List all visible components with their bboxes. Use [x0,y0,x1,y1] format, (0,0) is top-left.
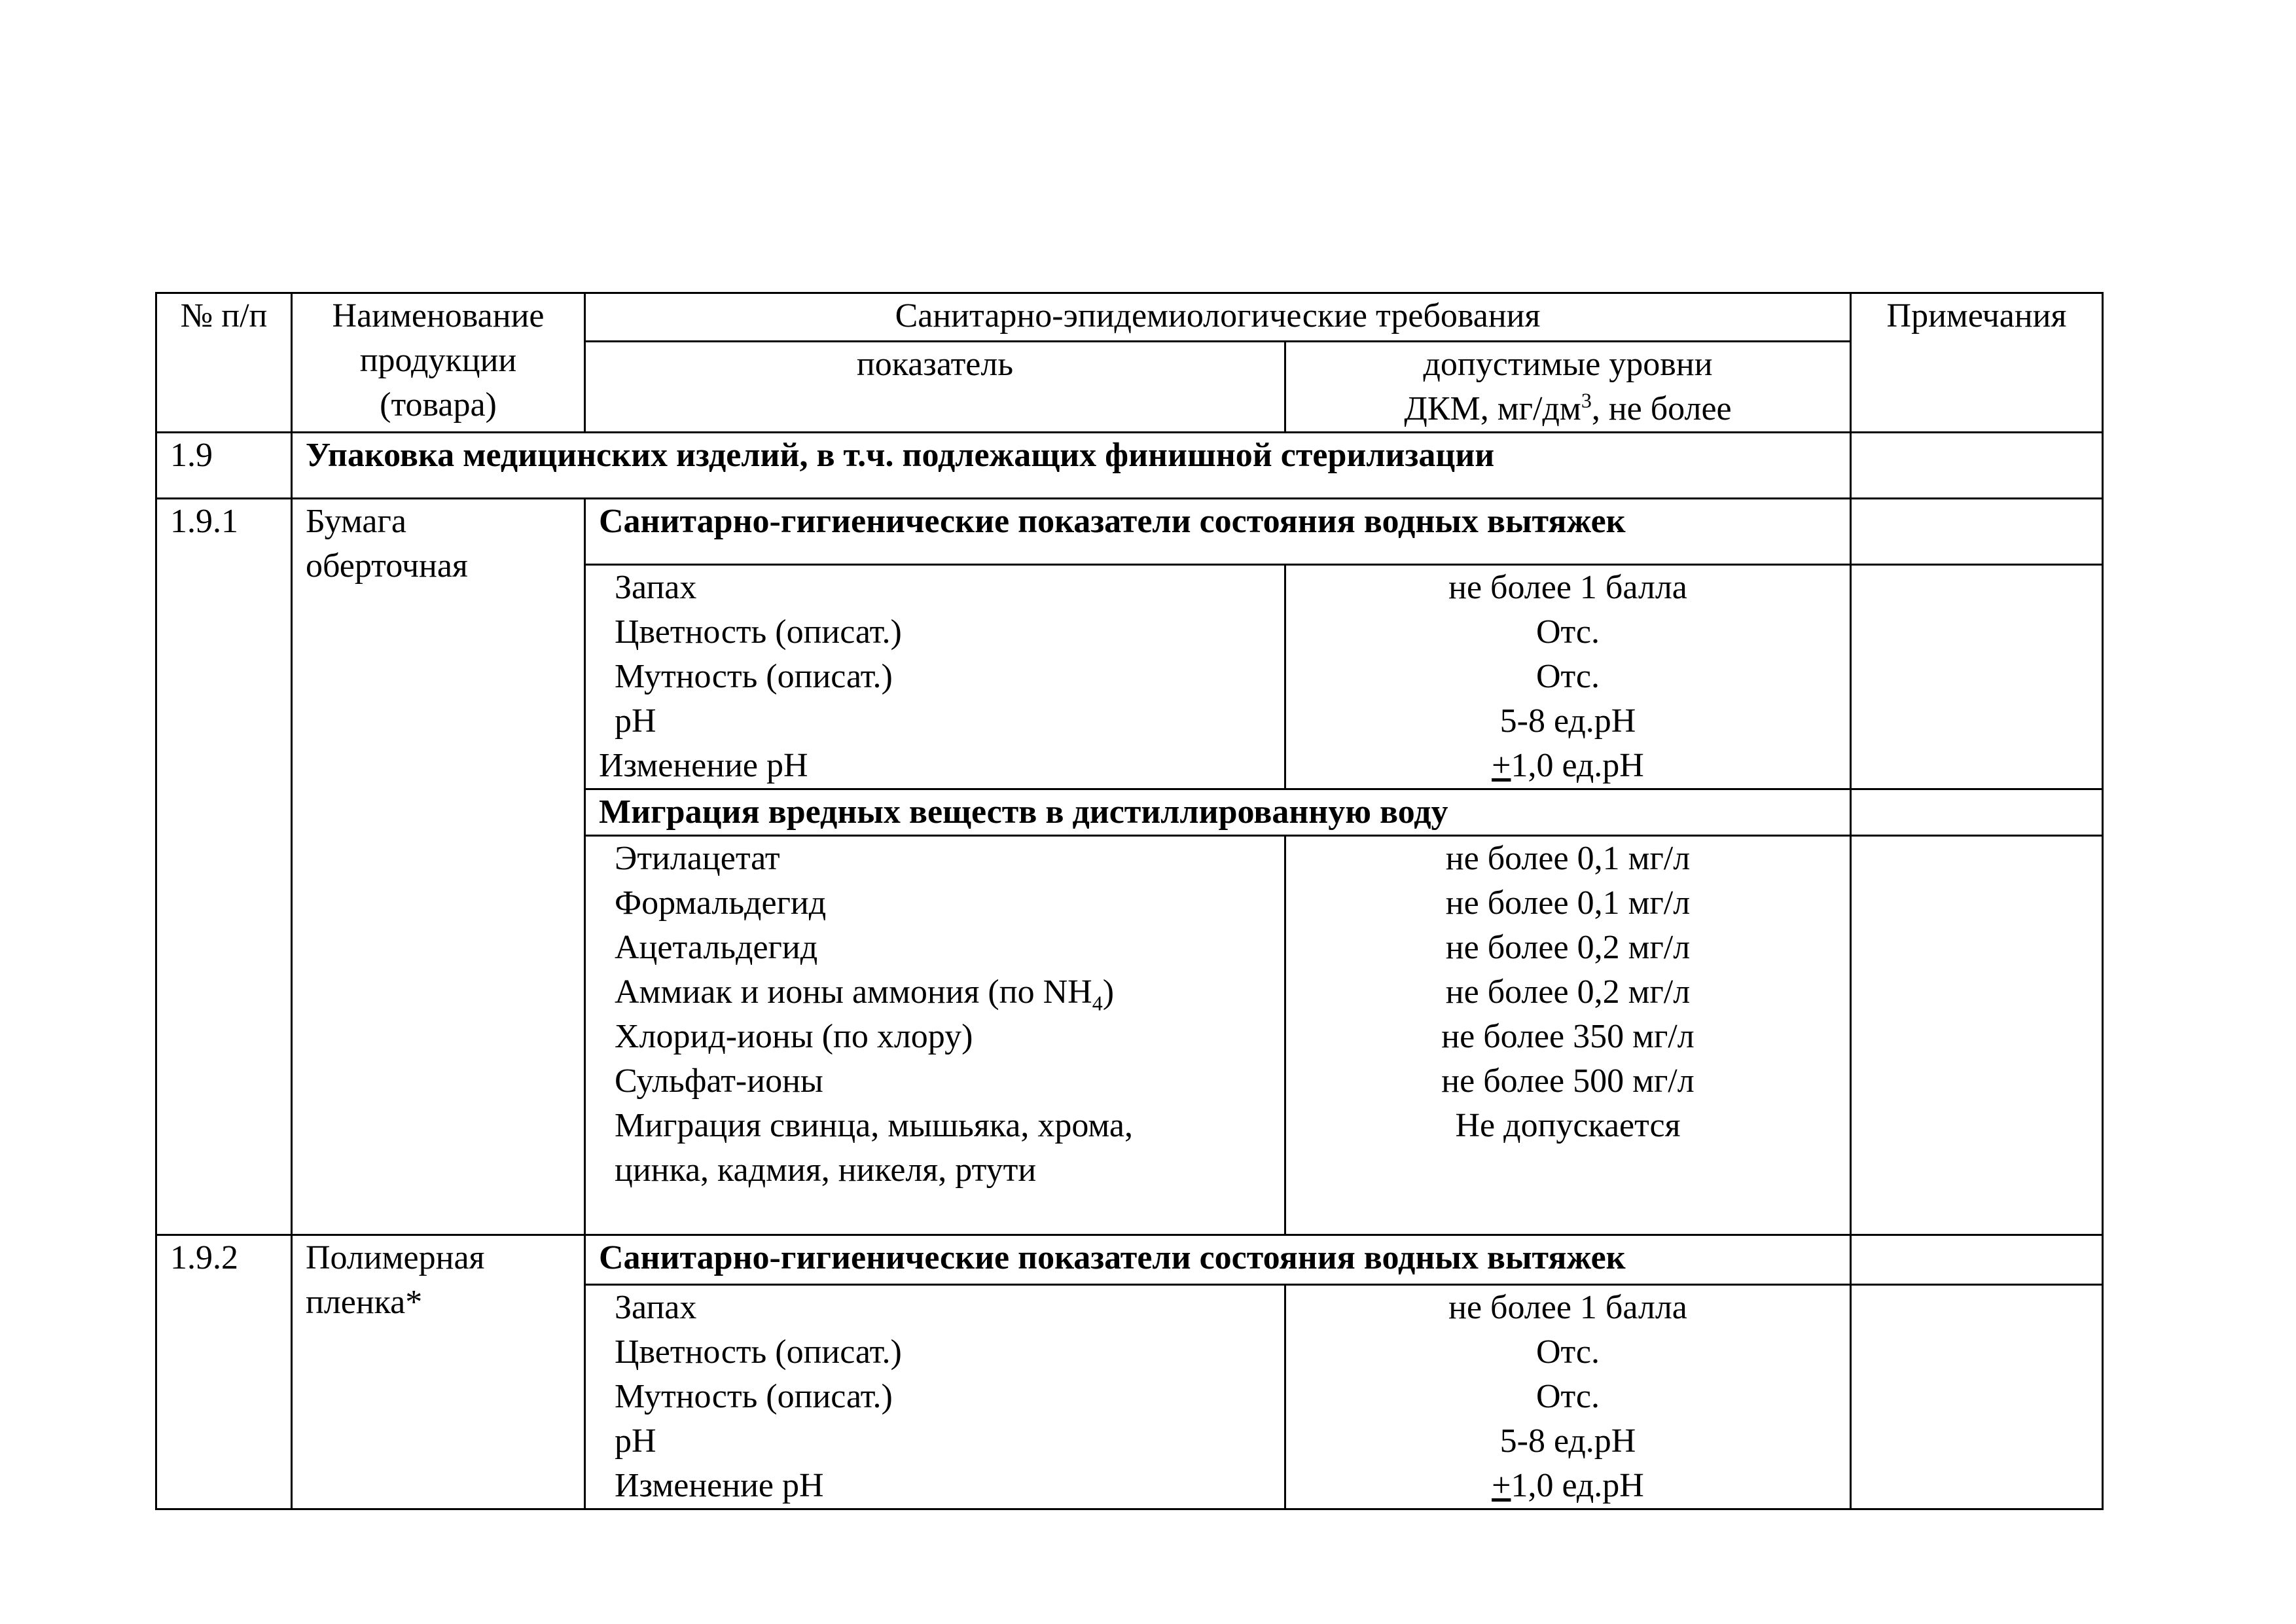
item1-group1-header-row [156,499,2103,565]
item2-group1-notes [1851,1235,2103,1285]
param2-ph-change: Изменение pH [615,1467,824,1504]
item1-group2-title: Миграция вредных веществ в дистиллированную воду [585,789,1851,836]
item1-group1-params [585,565,1285,789]
item1-group1-notes [1851,499,2103,565]
col-header-num: № п/п [156,293,292,433]
param-ammonia-suffix: ) [1102,973,1115,1011]
param-ph-change: Изменение pH [599,747,808,784]
param-chloride: Хлорид-ионы (по хлору) [615,1018,973,1055]
item1-group1-notes-body [1851,565,2103,789]
item2-group1-values [1285,1285,1851,1509]
param-sulfate: Сульфат-ионы [615,1062,823,1100]
param-formaldehyde: Формальдегид [615,884,827,922]
section-num: 1.9 [156,433,292,499]
value-ammonia: не более 0,2 мг/л [1445,973,1691,1011]
item2-group1-header-row [156,1235,2103,1285]
param2-odor: Запах [615,1289,697,1326]
item1-name: Бумага оберточная [292,499,585,1235]
plus-minus-sign: + [1492,747,1511,784]
param-metals-line2: цинка, кадмия, никеля, ртути [615,1151,1037,1189]
item1-group2-values [1285,836,1851,1235]
col-header-indicator: показатель [585,342,1285,433]
col-header-levels [1285,342,1851,433]
param2-ph: pH [615,1422,656,1460]
param-metals-line1: Миграция свинца, мышьяка, хрома, [615,1107,1133,1144]
param-ph: pH [615,702,656,740]
item1-num: 1.9.1 [156,499,292,1235]
value-sulfate: не более 500 мг/л [1441,1062,1695,1100]
param-odor: Запах [615,569,697,606]
value-ph: 5-8 ед.pH [1499,702,1636,740]
section-title: Упаковка медицинских изделий, в т.ч. подлежащих финишной стерилизации [292,433,1851,499]
param-ammonia [599,970,1271,1015]
item2-group1-title: Санитарно-гигиенические показатели состояния водных вытяжек [585,1235,1851,1285]
value-ethyl-acetate: не более 0,1 мг/л [1445,840,1691,877]
value2-turbidity: Отс. [1536,1378,1600,1415]
levels-line2 [1299,387,1837,431]
plus-minus-sign: + [1492,1467,1511,1504]
levels-prefix: ДКМ, мг/дм [1404,390,1581,427]
value-color: Отс. [1536,613,1600,651]
value-odor: не более 1 балла [1448,569,1687,606]
value-metals: Не допускается [1455,1107,1681,1144]
col-header-notes: Примечания [1851,293,2103,433]
item1-group2-notes-body [1851,836,2103,1235]
col-header-requirements: Санитарно-эпидемиологические требования [585,293,1851,342]
param-turbidity: Мутность (описат.) [615,658,893,695]
header-row [156,293,2103,342]
param-ethyl-acetate: Этилацетат [615,840,780,877]
col-header-product: Наименование продукции (товара) [292,293,585,433]
item1-group1-values [1285,565,1851,789]
levels-suffix: , не более [1591,390,1732,427]
param-acetaldehyde: Ацетальдегид [615,929,818,966]
item2-group1-params [585,1285,1285,1509]
param-color: Цветность (описат.) [615,613,902,651]
item1-group1-title: Санитарно-гигиенические показатели состояния водных вытяжек [585,499,1851,565]
item1-group2-notes [1851,789,2103,836]
value2-odor: не более 1 балла [1448,1289,1687,1326]
value2-ph: 5-8 ед.pH [1499,1422,1636,1460]
param-ammonia-prefix: Аммиак и ионы аммония (по NH [615,973,1092,1011]
param-ammonia-sub: 4 [1092,991,1103,1015]
section-row [156,433,2103,499]
param2-color: Цветность (описат.) [615,1333,902,1371]
value2-ph-change-rest: 1,0 ед.pH [1511,1467,1644,1504]
value2-ph-change [1299,1464,1837,1508]
param2-turbidity: Мутность (описат.) [615,1378,893,1415]
item2-name: Полимерная пленка* [292,1235,585,1509]
item1-group2-params [585,836,1285,1235]
value-turbidity: Отс. [1536,658,1600,695]
value-ph-change [1299,744,1837,788]
value-acetaldehyde: не более 0,2 мг/л [1445,929,1691,966]
value-formaldehyde: не более 0,1 мг/л [1445,884,1691,922]
levels-sup: 3 [1581,388,1592,412]
sanitary-requirements-table [155,292,2104,1510]
item2-group1-notes-body [1851,1285,2103,1509]
item2-num: 1.9.2 [156,1235,292,1509]
value2-color: Отс. [1536,1333,1600,1371]
section-notes [1851,433,2103,499]
value-chloride: не более 350 мг/л [1441,1018,1695,1055]
value-ph-change-rest: 1,0 ед.pH [1511,747,1644,784]
levels-line1: допустимые уровни [1423,346,1713,383]
